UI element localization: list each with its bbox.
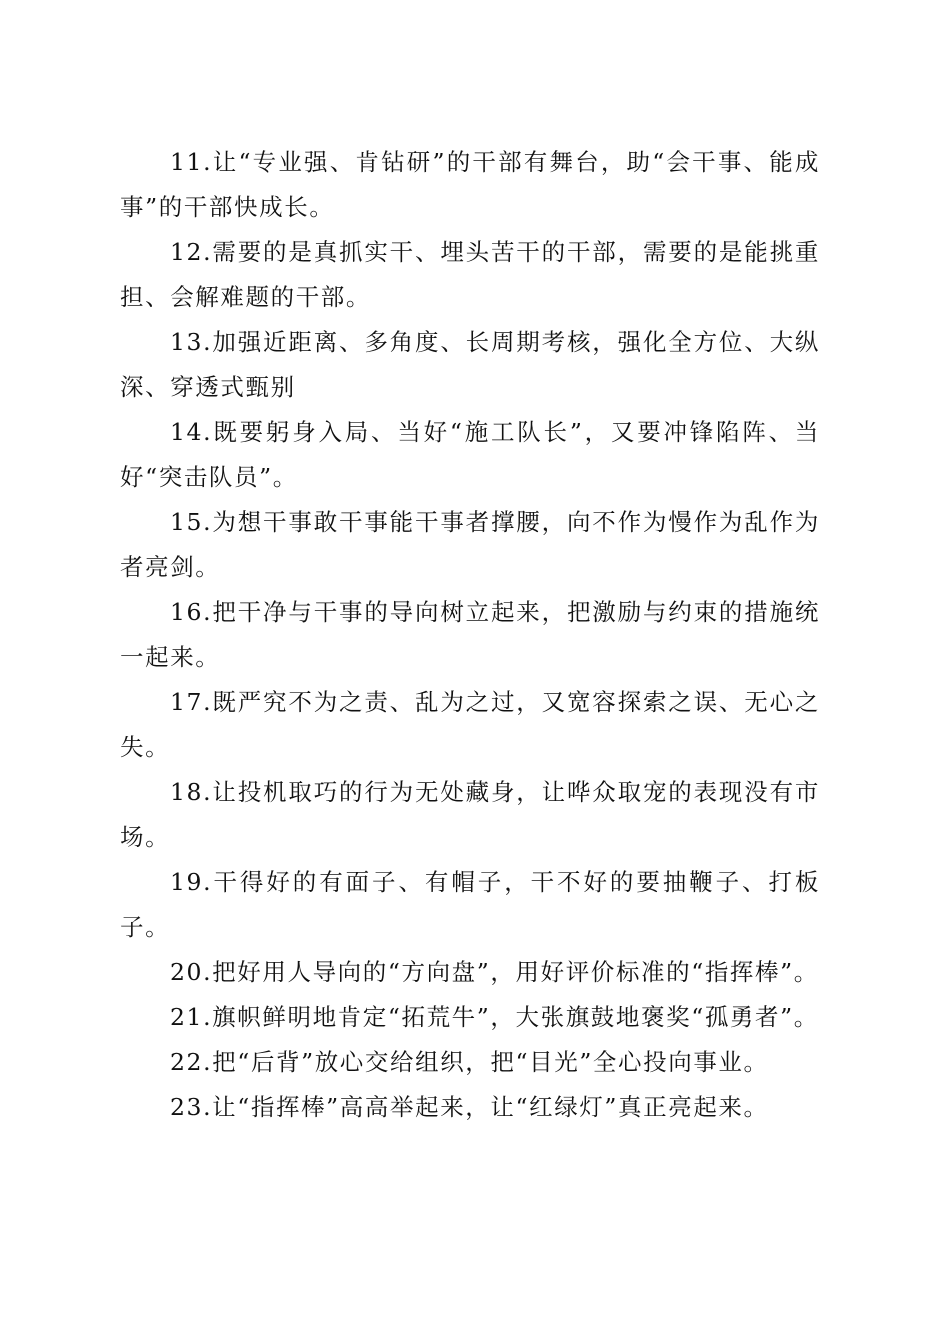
list-item-18: 18.让投机取巧的行为无处藏身，让哗众取宠的表现没有市场。 xyxy=(120,778,820,851)
list-item-17: 17.既严究不为之责、乱为之过，又宽容探索之误、无心之失。 xyxy=(120,688,820,761)
list-item-16: 16.把干净与干事的导向树立起来，把激励与约束的措施统一起来。 xyxy=(120,598,820,671)
list-item-14: 14.既要躬身入局、当好“施工队长”，又要冲锋陷阵、当好“突击队员”。 xyxy=(120,418,820,491)
list-item-13: 13.加强近距离、多角度、长周期考核，强化全方位、大纵深、穿透式甄别 xyxy=(120,328,820,401)
list-item-11: 11.让“专业强、肯钻研”的干部有舞台，助“会干事、能成事”的干部快成长。 xyxy=(120,148,820,221)
list-item-23: 23.让“指挥棒”高高举起来，让“红绿灯”真正亮起来。 xyxy=(170,1093,769,1121)
list-item-15: 15.为想干事敢干事能干事者撑腰，向不作为慢作为乱作为者亮剑。 xyxy=(120,508,820,581)
list-item-22: 22.把“后背”放心交给组织，把“目光”全心投向事业。 xyxy=(170,1048,769,1076)
list-item-21: 21.旗帜鲜明地肯定“拓荒牛”，大张旗鼓地褒奖“孤勇者”。 xyxy=(170,1003,819,1031)
list-item-19: 19.干得好的有面子、有帽子，干不好的要抽鞭子、打板子。 xyxy=(120,868,820,941)
list-item-12: 12.需要的是真抓实干、埋头苦干的干部，需要的是能挑重担、会解难题的干部。 xyxy=(120,238,820,311)
document-body xyxy=(120,140,820,1130)
list-item-20: 20.把好用人导向的“方向盘”，用好评价标准的“指挥棒”。 xyxy=(170,958,819,986)
